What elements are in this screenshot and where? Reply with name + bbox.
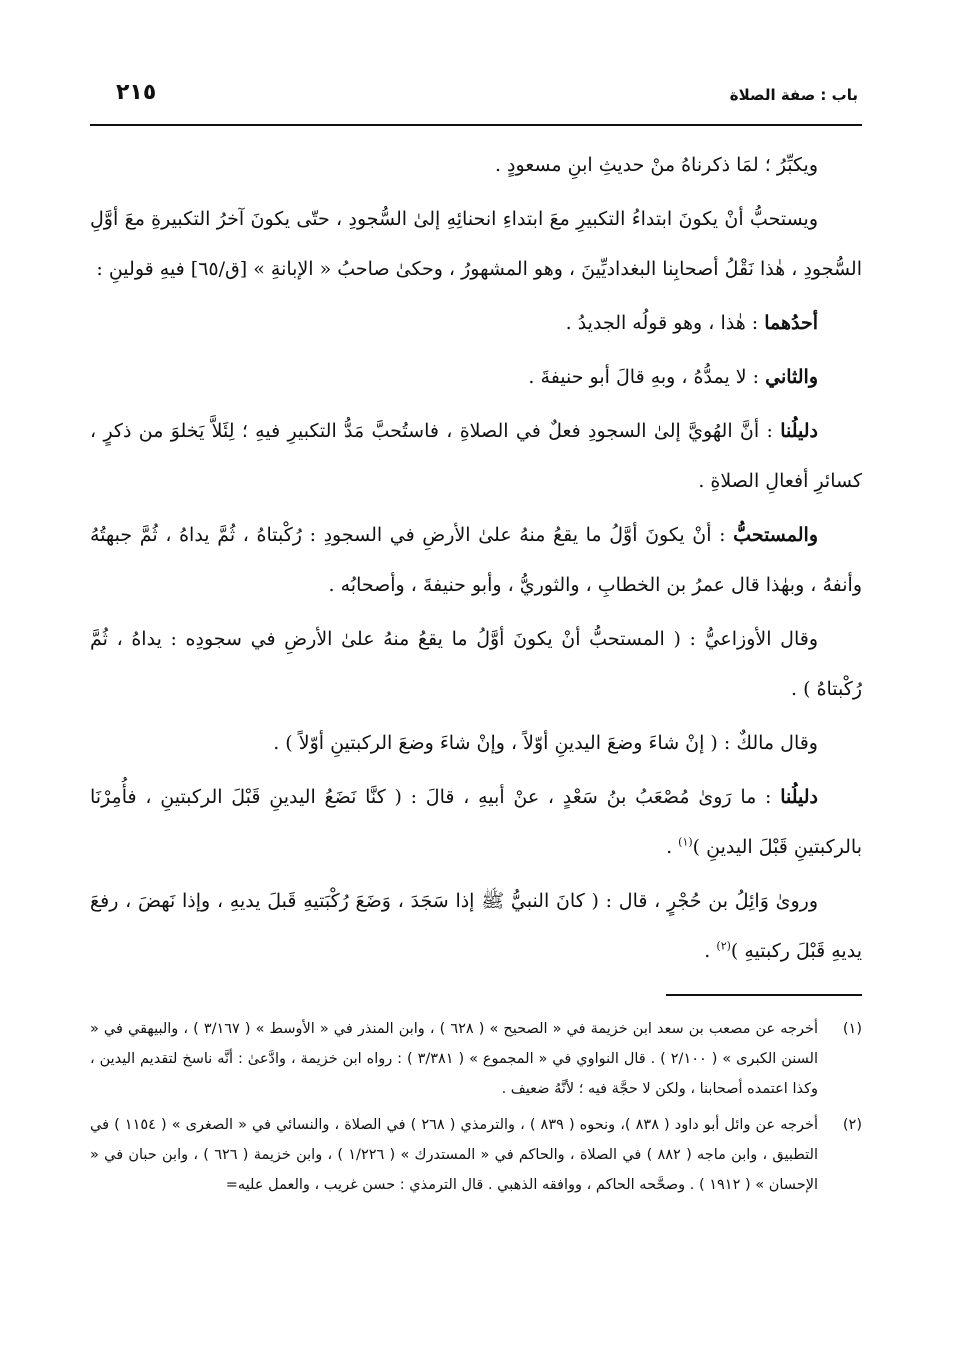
paragraph: وقال مالكٌ : ( إنْ شاءَ وضعَ اليدينِ أوّلاً ، وإنْ شاءَ وضعَ الركبتينِ أوّلاً ) . [273,732,818,754]
footnote-number: (٢) [842,1117,862,1133]
paragraph: ويستحبُّ أنْ يكونَ ابتداءُ التكبيرِ معَ ابتداءِ انحنائِهِ إلىٰ السُّجودِ ، حتّى يكونَ آخرُ التكبيرةِ معَ أوَّلِ السُّجودِ ، هٰذا نَقْلُ أصحابِنا البغداديِّينَ ، وهو المشهورُ ، وحكىٰ صاحبُ « الإبانةِ » [ق/٦٥] فيهِ قولينِ : [90,208,862,280]
footnote [90,1110,862,1200]
footnote-text: أخرجه عن مصعب بن سعد ابن خزيمة في « الصحيح » ( ٦٢٨ ) ، وابن المنذر في « الأوسط » ( ٣/١٦٧ ) ، والبيهقي في « السنن الكبرى » ( ٢/١٠٠ ) . قال النواوي في « المجموع » ( ٣/٣٨١ ) : رواه ابن خزيمة ، وادَّعىٰ : أنَّه ناسخ لتقديم اليدين ، وكذا اعتمده أصحابنا ، ولكن لا حجَّة فيه ؛ لأنَّهُ ضعيف . [90,1021,818,1097]
paragraph: دليلُنا : أنَّ الهُويَّ إلىٰ السجودِ فعلٌ في الصلاةِ ، فاستُحبَّ مَدُّ التكبيرِ فيهِ ؛ لِئَلاَّ يَخلوَ من ذكرٍ ، كسائرِ أفعالِ الصلاةِ . [90,420,862,492]
section-title: باب : صفة الصلاة [729,86,858,104]
footnote-ref: (٢) [716,939,731,953]
footnote-number: (١) [842,1021,862,1037]
paragraph: دليلُنا : ما رَوىٰ مُصْعَبُ بنُ سَعْدٍ ، عنْ أبيهِ ، قالَ : ( كنَّا نَضَعُ اليدينِ قَبْلَ الركبتينِ ، فأُمِرْنَا بالركبتينِ قَبْلَ اليدينِ )$^{(١)}$ . [90,786,862,858]
paragraph: ويكبِّرُ ؛ لمَا ذكرناهُ منْ حديثِ ابنِ مسعودٍ . [494,154,818,176]
paragraph: أحدُهما : هٰذا ، وهو قولُه الجديدُ . [565,312,818,334]
paragraph: والمستحبُّ : أنْ يكونَ أوَّلُ ما يقعُ منهُ علىٰ الأرضِ في السجودِ : رُكْبتاهُ ، ثُمَّ يداهُ ، ثُمَّ جبهتُهُ وأنفهُ ، وبهٰذا قال عمرُ بن الخطابِ ، والثوريُّ ، وأبو حنيفةَ ، وأصحابُه . [90,524,862,596]
paragraph: والثاني : لا يمدُّهُ ، وبهِ قالَ أبو حنيفةَ . [528,366,818,388]
footnote-ref: (١) [678,835,693,849]
footnote-text: أخرجه عن وائل أبو داود ( ٨٣٨ )، ونحوه ( ٨٣٩ ) ، والترمذي ( ٢٦٨ ) في الصلاة ، والنسائي في « الصغرى » ( ١١٥٤ ) في التطبيق ، وابن ماجه ( ٨٨٢ ) في الصلاة ، والحاكم في « المستدرك » ( ١/٢٢٦ ) ، وابن خزيمة ( ٦٢٦ ) ، وابن حبان في « الإحسان » ( ١٩١٢ ) . وصحَّحه الحاكم ، ووافقه الذهبي . قال الترمذي : حسن غريب ، والعمل عليه= [90,1117,818,1193]
paragraph: وروىٰ وَائِلُ بن حُجْرٍ ، قال : ( كانَ النبيُّ ﷺ إذا سَجَدَ ، وَضَعَ رُكْبَتيهِ قَبلَ يديهِ ، وإذا نَهضَ ، رفعَ يديهِ قَبْلَ ركبتيهِ )$^{(٢)}$ . [90,890,862,962]
header-rule [90,124,862,126]
footnotes [90,1014,862,1200]
paragraph: وقال الأوزاعيُّ : ( المستحبُّ أنْ يكونَ أوَّلُ ما يقعُ منهُ علىٰ الأرضِ في سجودِه : يداهُ ، ثُمَّ رُكْبتاهُ ) . [90,628,862,700]
page-number: ٢١٥ [116,80,157,105]
running-header [90,80,862,116]
footnote-separator [666,994,862,996]
main-text [90,140,862,976]
footnote [90,1014,862,1104]
